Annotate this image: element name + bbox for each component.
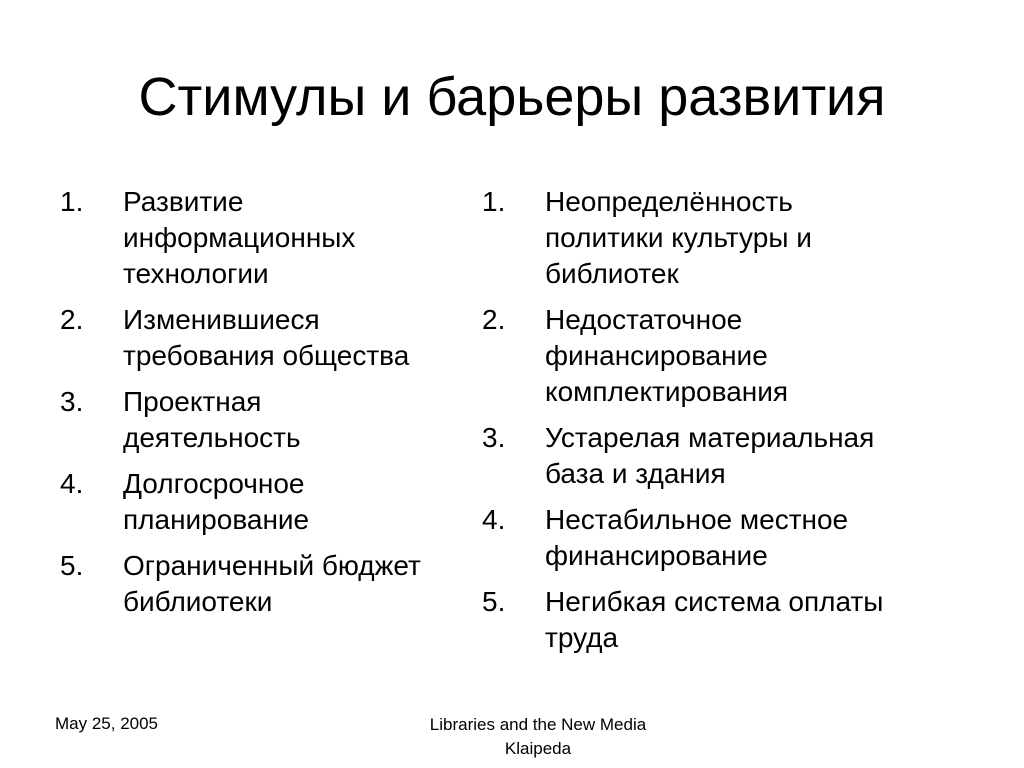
item-number: 1.: [482, 186, 506, 217]
list-item: [482, 584, 962, 656]
item-number: 4.: [482, 504, 506, 535]
list-item: [482, 420, 962, 492]
list-item: [482, 302, 962, 410]
footer-date: May 25, 2005: [55, 714, 159, 733]
item-number: 5.: [482, 586, 506, 617]
item-text: Ограниченный бюджет библиотеки: [123, 550, 421, 617]
list-item: [60, 548, 480, 620]
item-number: 5.: [60, 550, 84, 581]
item-text: Изменившиеся требования общества: [123, 304, 410, 371]
barriers-list: [482, 184, 962, 666]
item-text: Долгосрочное планирование: [123, 468, 310, 535]
item-number: 2.: [482, 304, 506, 335]
item-text: Недостаточное финансирование комплектирования: [545, 304, 789, 407]
item-text: Устарелая материальная база и здания: [545, 422, 875, 489]
item-number: 4.: [60, 468, 84, 499]
list-item: [60, 466, 480, 538]
item-text: Нестабильное местное финансирование: [545, 504, 849, 571]
item-text: Развитие информационных технологии: [123, 186, 356, 289]
list-item: [60, 384, 480, 456]
list-item: [482, 184, 962, 292]
footer-center-text: Libraries and the New Media Klaipeda: [429, 715, 647, 758]
item-text: Негибкая система оплаты труда: [545, 586, 884, 653]
list-item: [60, 302, 480, 374]
slide-title: Стимулы и барьеры развития: [138, 67, 886, 127]
item-number: 2.: [60, 304, 84, 335]
stimuli-list: [60, 184, 480, 630]
list-item: [482, 502, 962, 574]
item-text: Неопределённость политики культуры и библиотек: [545, 186, 812, 289]
item-text: Проектная деятельность: [123, 386, 301, 453]
item-number: 1.: [60, 186, 84, 217]
item-number: 3.: [60, 386, 84, 417]
list-item: [60, 184, 480, 292]
item-number: 3.: [482, 422, 506, 453]
